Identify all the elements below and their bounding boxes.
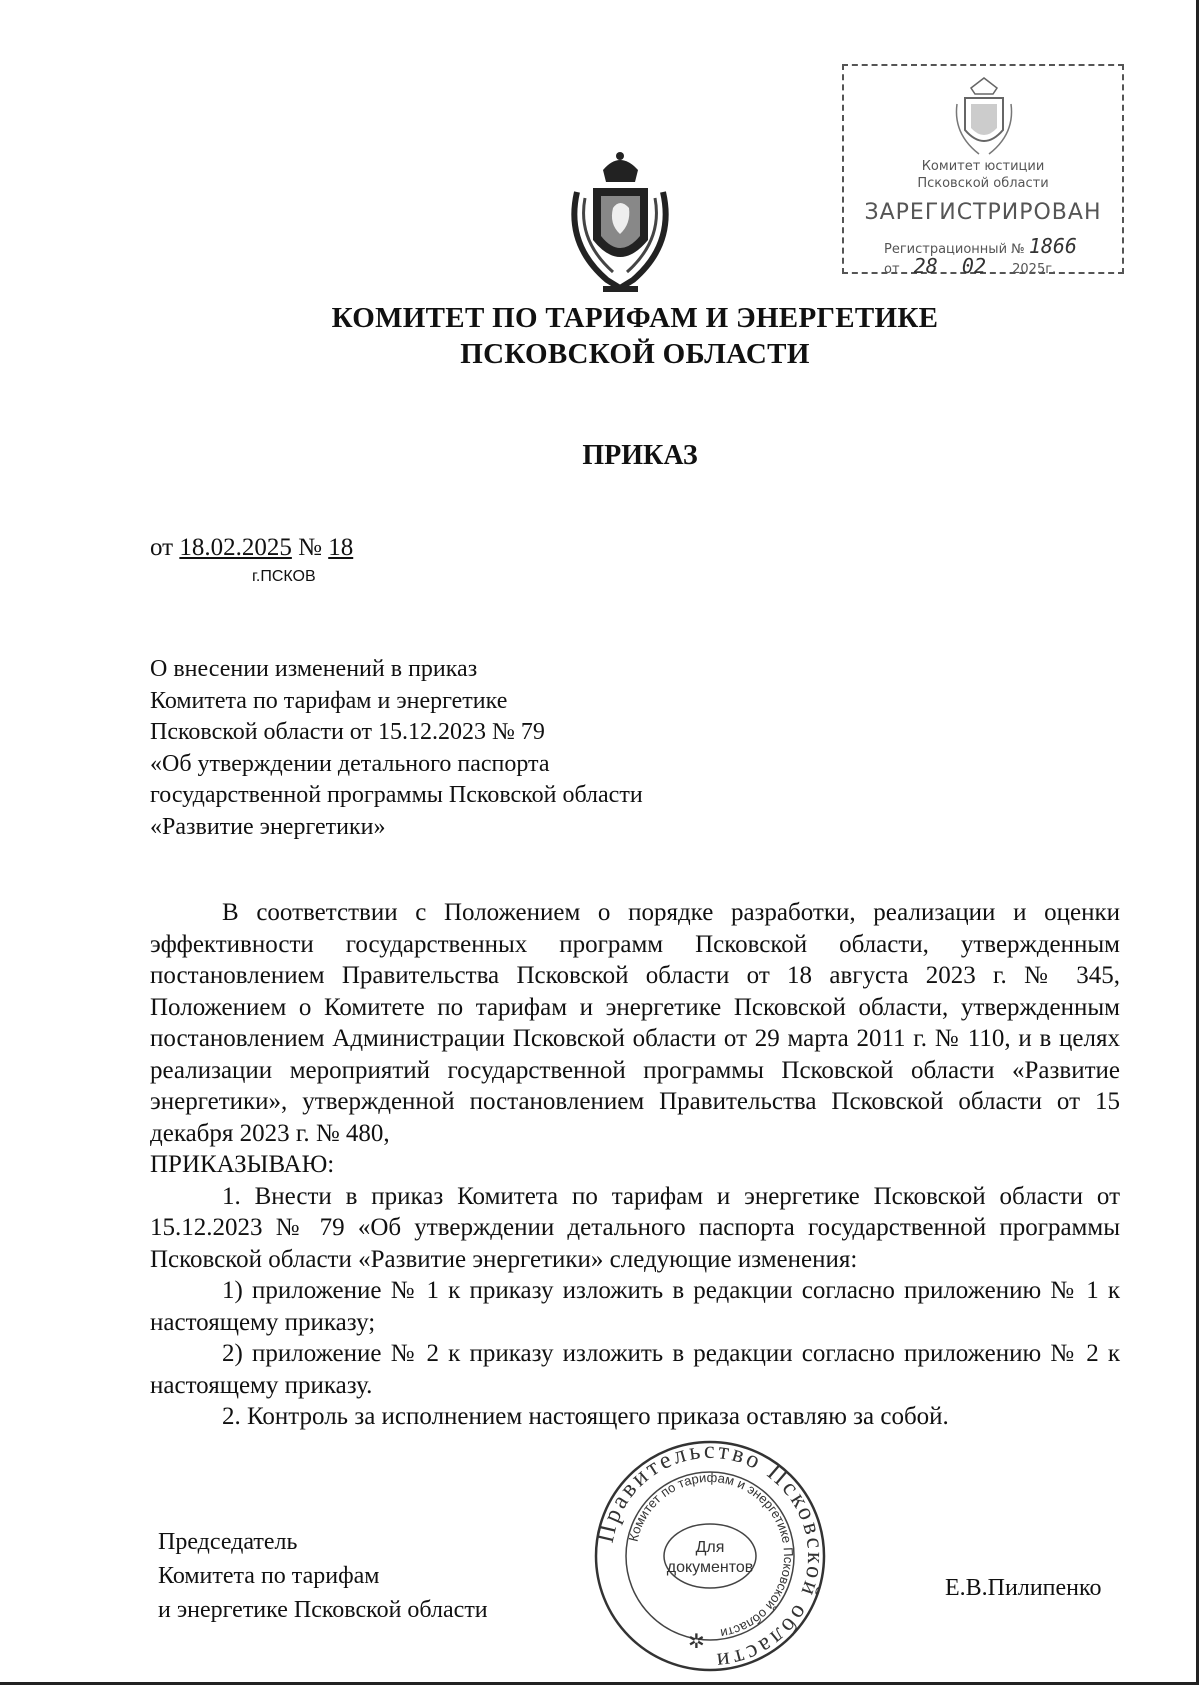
order-number: 18: [328, 534, 354, 561]
order-subject: [150, 654, 850, 843]
subject-line: «Развитие энергетики»: [150, 813, 386, 840]
order-word: ПРИКАЗЫВАЮ:: [150, 1151, 335, 1178]
signer-position-line3: и энергетике Псковской области: [158, 1597, 488, 1623]
subject-line: Псковской области от 15.12.2023 № 79: [150, 719, 545, 745]
signer-position-line1: Председатель: [158, 1529, 298, 1555]
order-body: [150, 897, 1120, 1433]
reg-stamp-number-value: 1866: [1028, 234, 1077, 258]
date-prefix: от: [150, 534, 174, 561]
reg-stamp-date-month: 02: [961, 254, 986, 278]
signer-position: [158, 1525, 488, 1627]
reg-stamp-date-year: 2025г.: [1012, 262, 1057, 277]
reg-stamp-date-day: 28: [913, 254, 938, 278]
item-1-1-paragraph: 1) приложение № 1 к приказу изложить в редакции согласно приложению № 1 к настоящему приказу;: [150, 1277, 1120, 1336]
subject-line: «Об утверждении детального паспорта: [150, 750, 550, 777]
reg-stamp-number-label: Регистрационный №: [884, 242, 1025, 257]
seal-outer-text: Правительство Псковской области: [592, 1438, 828, 1674]
registration-stamp: [842, 64, 1124, 278]
item-1-paragraph: 1. Внести в приказ Комитета по тарифам и энергетике Псковской области от 15.12.2023 № 79 «Об утверждении детального паспорта государственной программы Псковской области «Развитие энергетики» следующие изменения:: [150, 1182, 1120, 1273]
reg-stamp-date-row: [884, 254, 1124, 278]
signer-name: Е.В.Пилипенко: [945, 1575, 1102, 1601]
seal-inner-text: Комитет по тарифам и энергетике Псковской области: [625, 1469, 797, 1642]
subject-line: государственной программы Псковской области: [150, 782, 643, 808]
reg-stamp-date-label: от: [884, 262, 900, 277]
committee-title-line2: ПСКОВСКОЙ ОБЛАСТИ: [460, 338, 810, 370]
item-1-2-paragraph: 2) приложение № 2 к приказу изложить в редакции согласно приложению № 2 к настоящему приказу.: [150, 1340, 1120, 1399]
order-date-line: [150, 534, 353, 562]
subject-line: Комитета по тарифам и энергетике: [150, 687, 508, 714]
signer-position-line2: Комитета по тарифам: [158, 1563, 380, 1589]
seal-center-line1: Для: [695, 1539, 725, 1556]
subject-line: О внесении изменений в приказ: [150, 656, 478, 682]
reg-stamp-org-line1: Комитет юстиции: [921, 159, 1045, 174]
item-2-paragraph: 2. Контроль за исполнением настоящего приказа оставляю за собой.: [222, 1403, 949, 1430]
committee-title: [150, 300, 1120, 372]
reg-stamp-org-line2: Псковской области: [917, 176, 1049, 191]
seal-star-icon: ✲: [688, 1631, 705, 1653]
document-type: ПРИКАЗ: [582, 440, 698, 471]
seal-center-line2: документов: [666, 1559, 754, 1576]
city: г.ПСКОВ: [252, 568, 316, 585]
preamble-paragraph: В соответствии с Положением о порядке разработки, реализации и оценки эффективности государственных программ Псковской области, утвержденным постановлением Правительства Псковской области от 18 августа 2023 г. № 345, Положением о Комитете по тарифам и энергетике Псковской области, утвержденным постановлением Администрации Псковской области от 29 марта 2011 г. № 110, и в целях реализации мероприятий государственной программы Псковской области «Развитие энергетики», утвержденной постановлением Правительства Псковской области от 15 декабря 2023 г. № 480,: [150, 899, 1120, 1147]
coat-of-arms-small-icon: [949, 74, 1019, 160]
number-prefix: №: [298, 534, 322, 561]
coat-of-arms-icon: [563, 148, 678, 296]
official-seal-icon: [592, 1438, 828, 1674]
reg-stamp-status: ЗАРЕГИСТРИРОВАН: [864, 200, 1102, 225]
order-date: 18.02.2025: [179, 534, 292, 561]
committee-title-line1: КОМИТЕТ ПО ТАРИФАМ И ЭНЕРГЕТИКЕ: [331, 302, 939, 334]
